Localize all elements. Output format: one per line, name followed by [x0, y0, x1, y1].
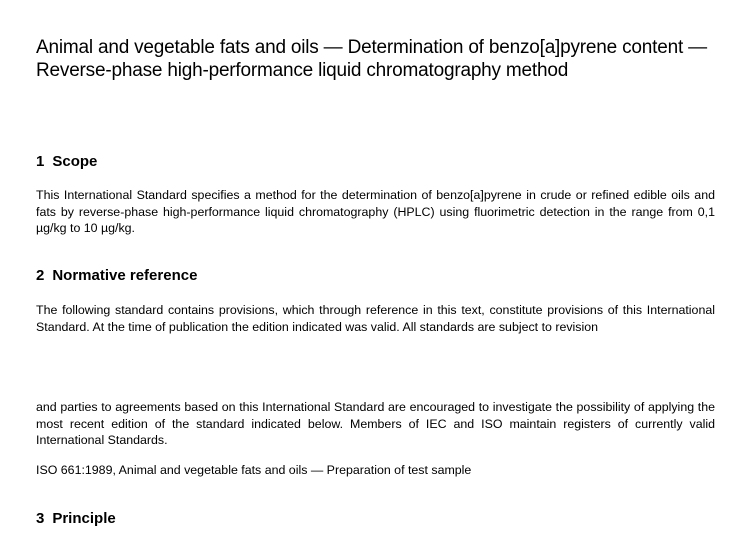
section-title: Principle — [52, 510, 116, 527]
section-number: 1 — [36, 153, 45, 170]
document-title: Animal and vegetable fats and oils — Determination of benzo[a]pyrene content — Reverse-phase high-performance liquid chromatography method — [36, 37, 707, 81]
normative-reference-paragraph-1: The following standard contains provisions, which through reference in this text, constitute provisions of this International Standard. At the time of publication the edition indicated was valid. All standards are subject to revision — [36, 303, 715, 334]
section-title: Scope — [52, 153, 98, 170]
section-number: 3 — [36, 510, 45, 527]
section-heading-principle — [36, 510, 116, 528]
scope-paragraph: This International Standard specifies a method for the determination of benzo[a]pyrene in crude or refined edible oils and fats by reverse-phase high-performance liquid chromatography (HPLC) using fluorimetric detection in the range from 0,1 µg/kg to 10 µg/kg. — [36, 188, 715, 235]
section-heading-normative-reference — [36, 267, 197, 285]
section-number: 2 — [36, 267, 45, 284]
section-title: Normative reference — [52, 267, 198, 284]
section-heading-scope — [36, 153, 97, 171]
normative-reference-citation: ISO 661:1989, Animal and vegetable fats and oils — Preparation of test sample — [36, 463, 472, 477]
normative-reference-paragraph-2: and parties to agreements based on this International Standard are encouraged to investigate the possibility of applying the most recent edition of the standard indicated below. Members of IEC and ISO maintain registers of currently valid International Standards. — [36, 400, 715, 447]
